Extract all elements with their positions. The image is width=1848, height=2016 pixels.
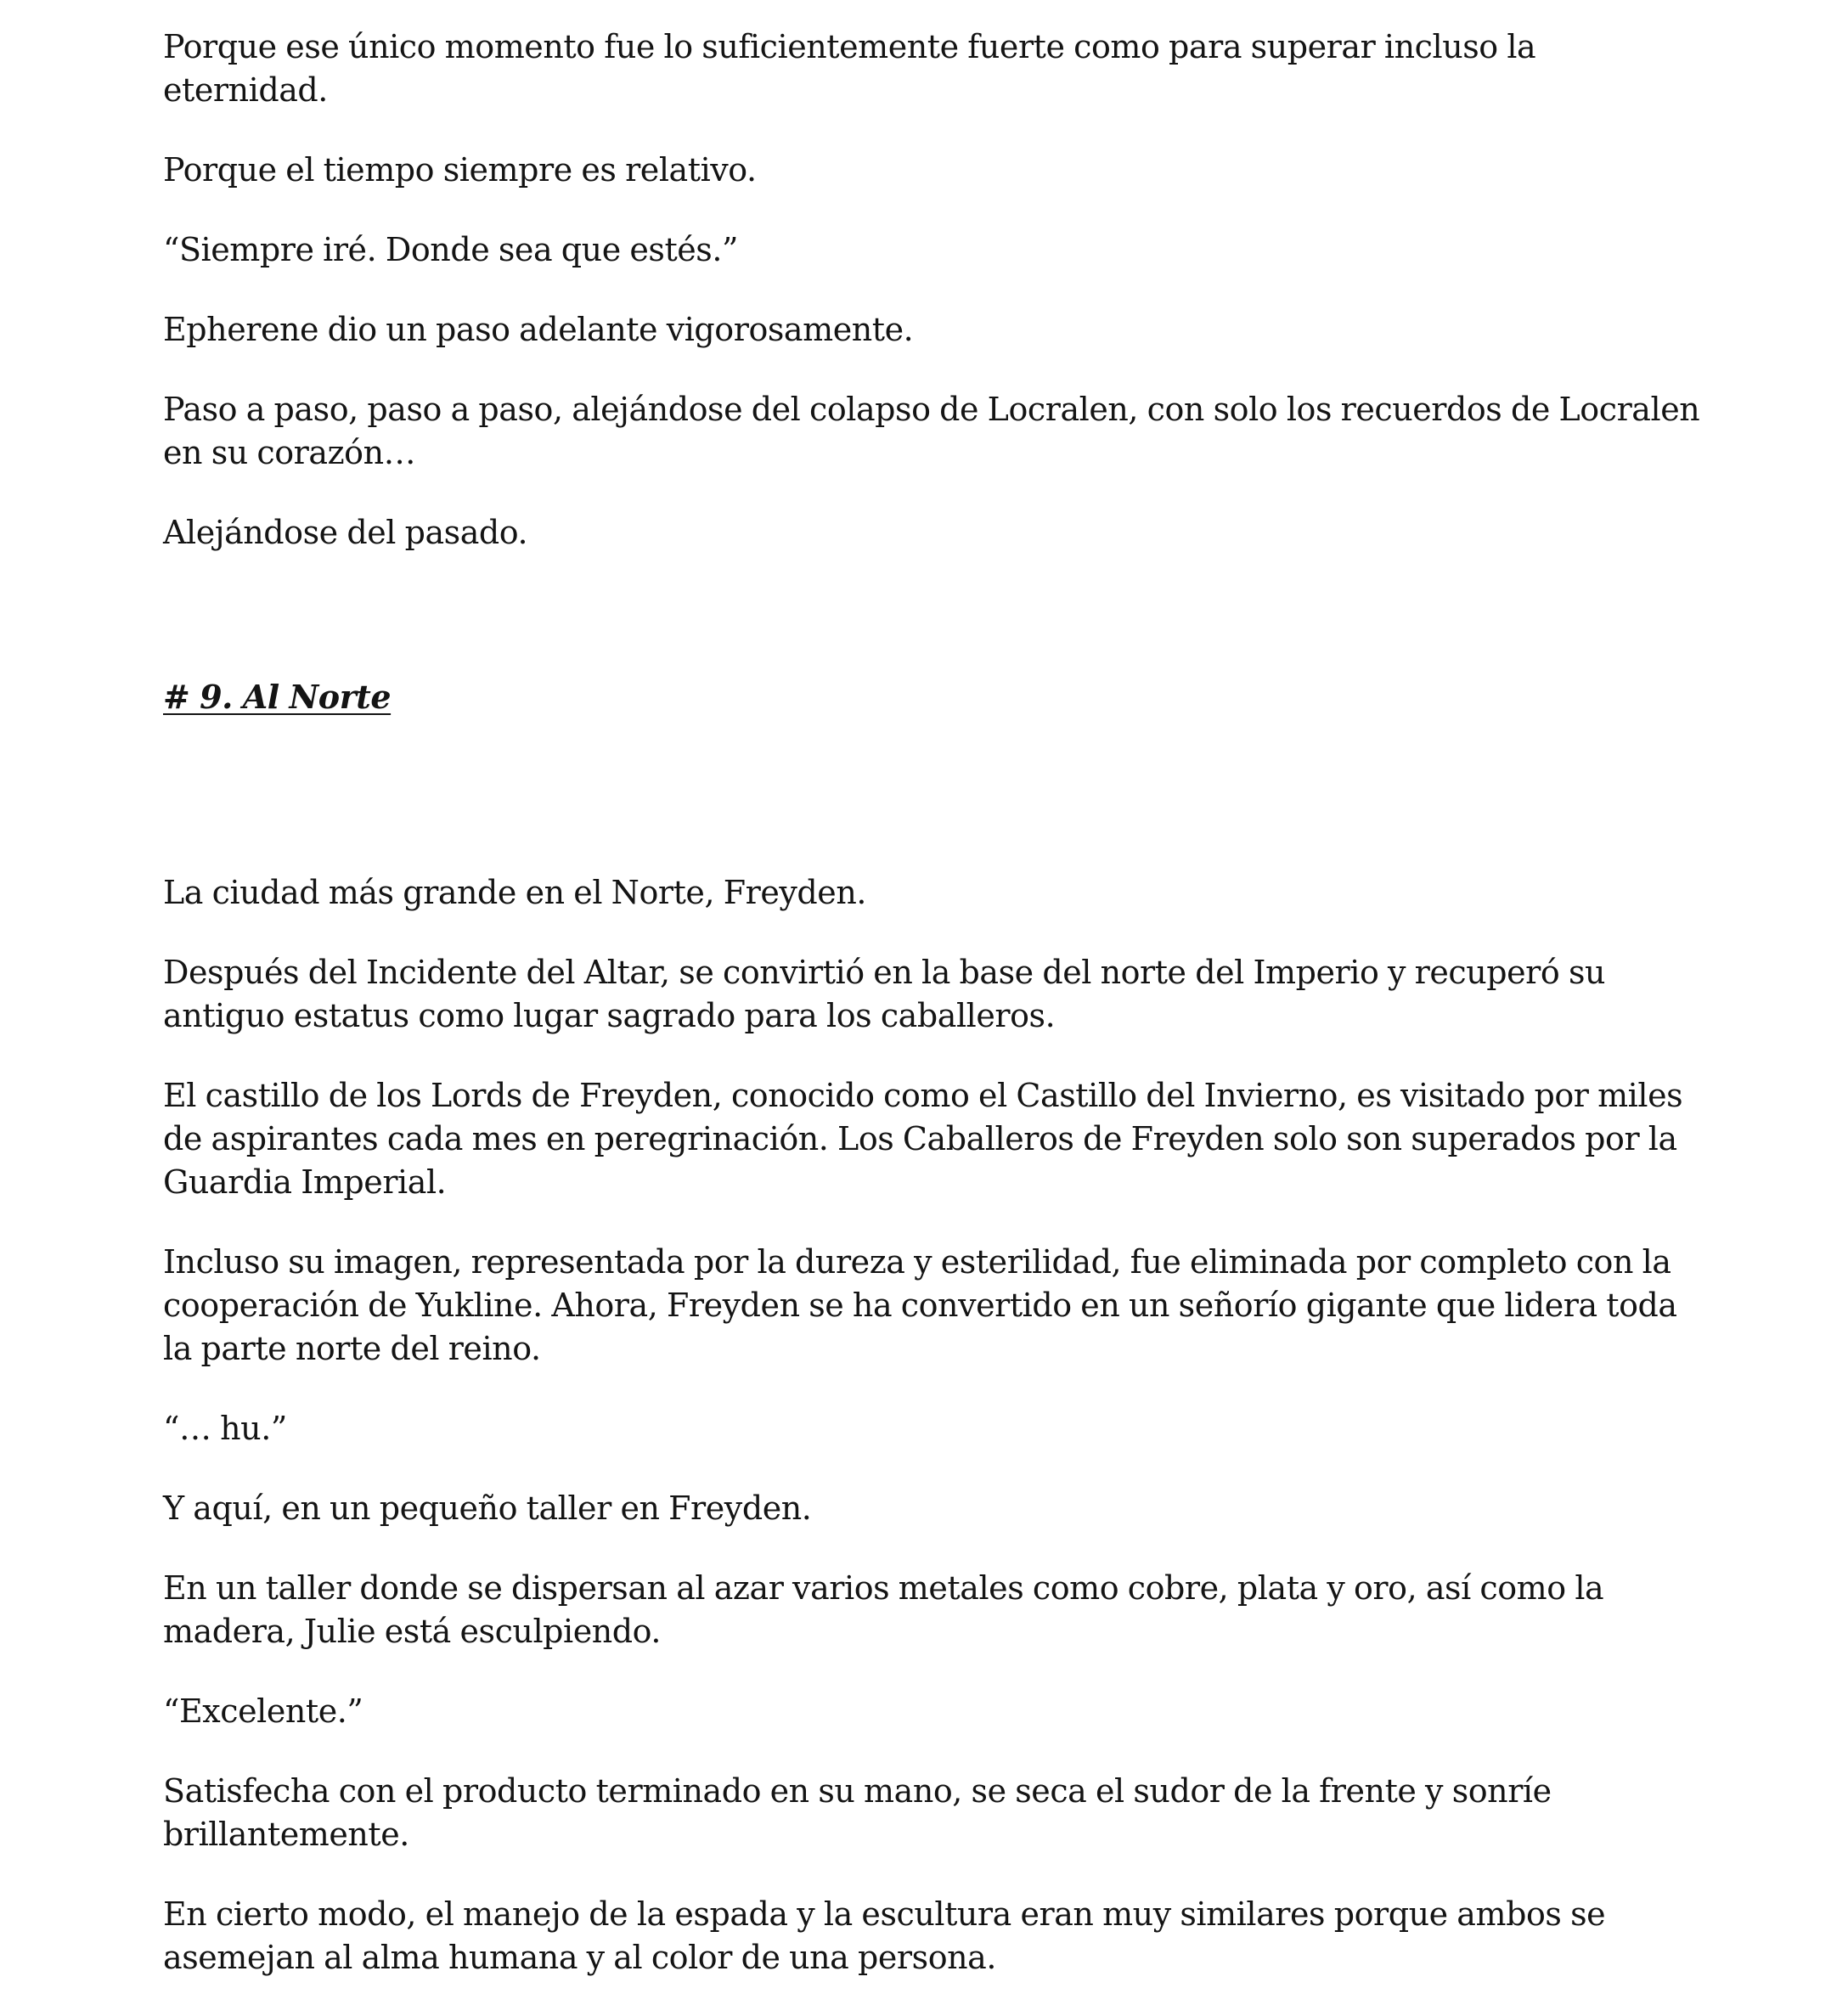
dialogue-line: “… hu.”: [163, 1410, 287, 1447]
paragraph: Y aquí, en un pequeño taller en Freyden.: [163, 1489, 812, 1527]
dialogue-line: “Excelente.”: [163, 1692, 363, 1730]
paragraph: Paso a paso, paso a paso, alejándose del colapso de Locralen, con solo los recuerdos de Locralen en su corazón…: [163, 391, 1700, 471]
chapter-heading: # 9. Al Norte: [163, 678, 392, 716]
paragraph: Después del Incidente del Altar, se convirtió en la base del norte del Imperio y recuperó su antiguo estatus como lugar sagrado para los caballeros.: [163, 954, 1606, 1034]
paragraph: Porque el tiempo siempre es relativo.: [163, 151, 757, 189]
paragraph: Epherene dio un paso adelante vigorosamente.: [163, 311, 914, 348]
paragraph: En un taller donde se dispersan al azar varios metales como cobre, plata y oro, así como la madera, Julie está esculpiendo.: [163, 1569, 1604, 1650]
document-page: [163, 25, 1709, 2016]
paragraph: En cierto modo, el manejo de la espada y la escultura eran muy similares porque ambos se asemejan al alma humana y al color de una persona.: [163, 1895, 1606, 1976]
paragraph: Porque ese único momento fue lo suficientemente fuerte como para superar incluso la eternidad.: [163, 28, 1536, 109]
paragraph: La ciudad más grande en el Norte, Freyden.: [163, 874, 866, 911]
paragraph: Satisfecha con el producto terminado en su mano, se seca el sudor de la frente y sonríe brillantemente.: [163, 1772, 1552, 1853]
paragraph: Alejándose del pasado.: [163, 514, 528, 551]
paragraph: Incluso su imagen, representada por la dureza y esterilidad, fue eliminada por completo con la cooperación de Yukline. Ahora, Freyden se ha convertido en un señorío gigante que lidera toda la parte norte del reino.: [163, 1243, 1677, 1367]
paragraph: El castillo de los Lords de Freyden, conocido como el Castillo del Invierno, es visitado por miles de aspirantes cada mes en peregrinación. Los Caballeros de Freyden solo son superados por la Guardia Imperial.: [163, 1077, 1683, 1201]
spacer: [163, 755, 1709, 871]
dialogue-line: “Siempre iré. Donde sea que estés.”: [163, 231, 738, 268]
spacer: [163, 591, 1709, 675]
